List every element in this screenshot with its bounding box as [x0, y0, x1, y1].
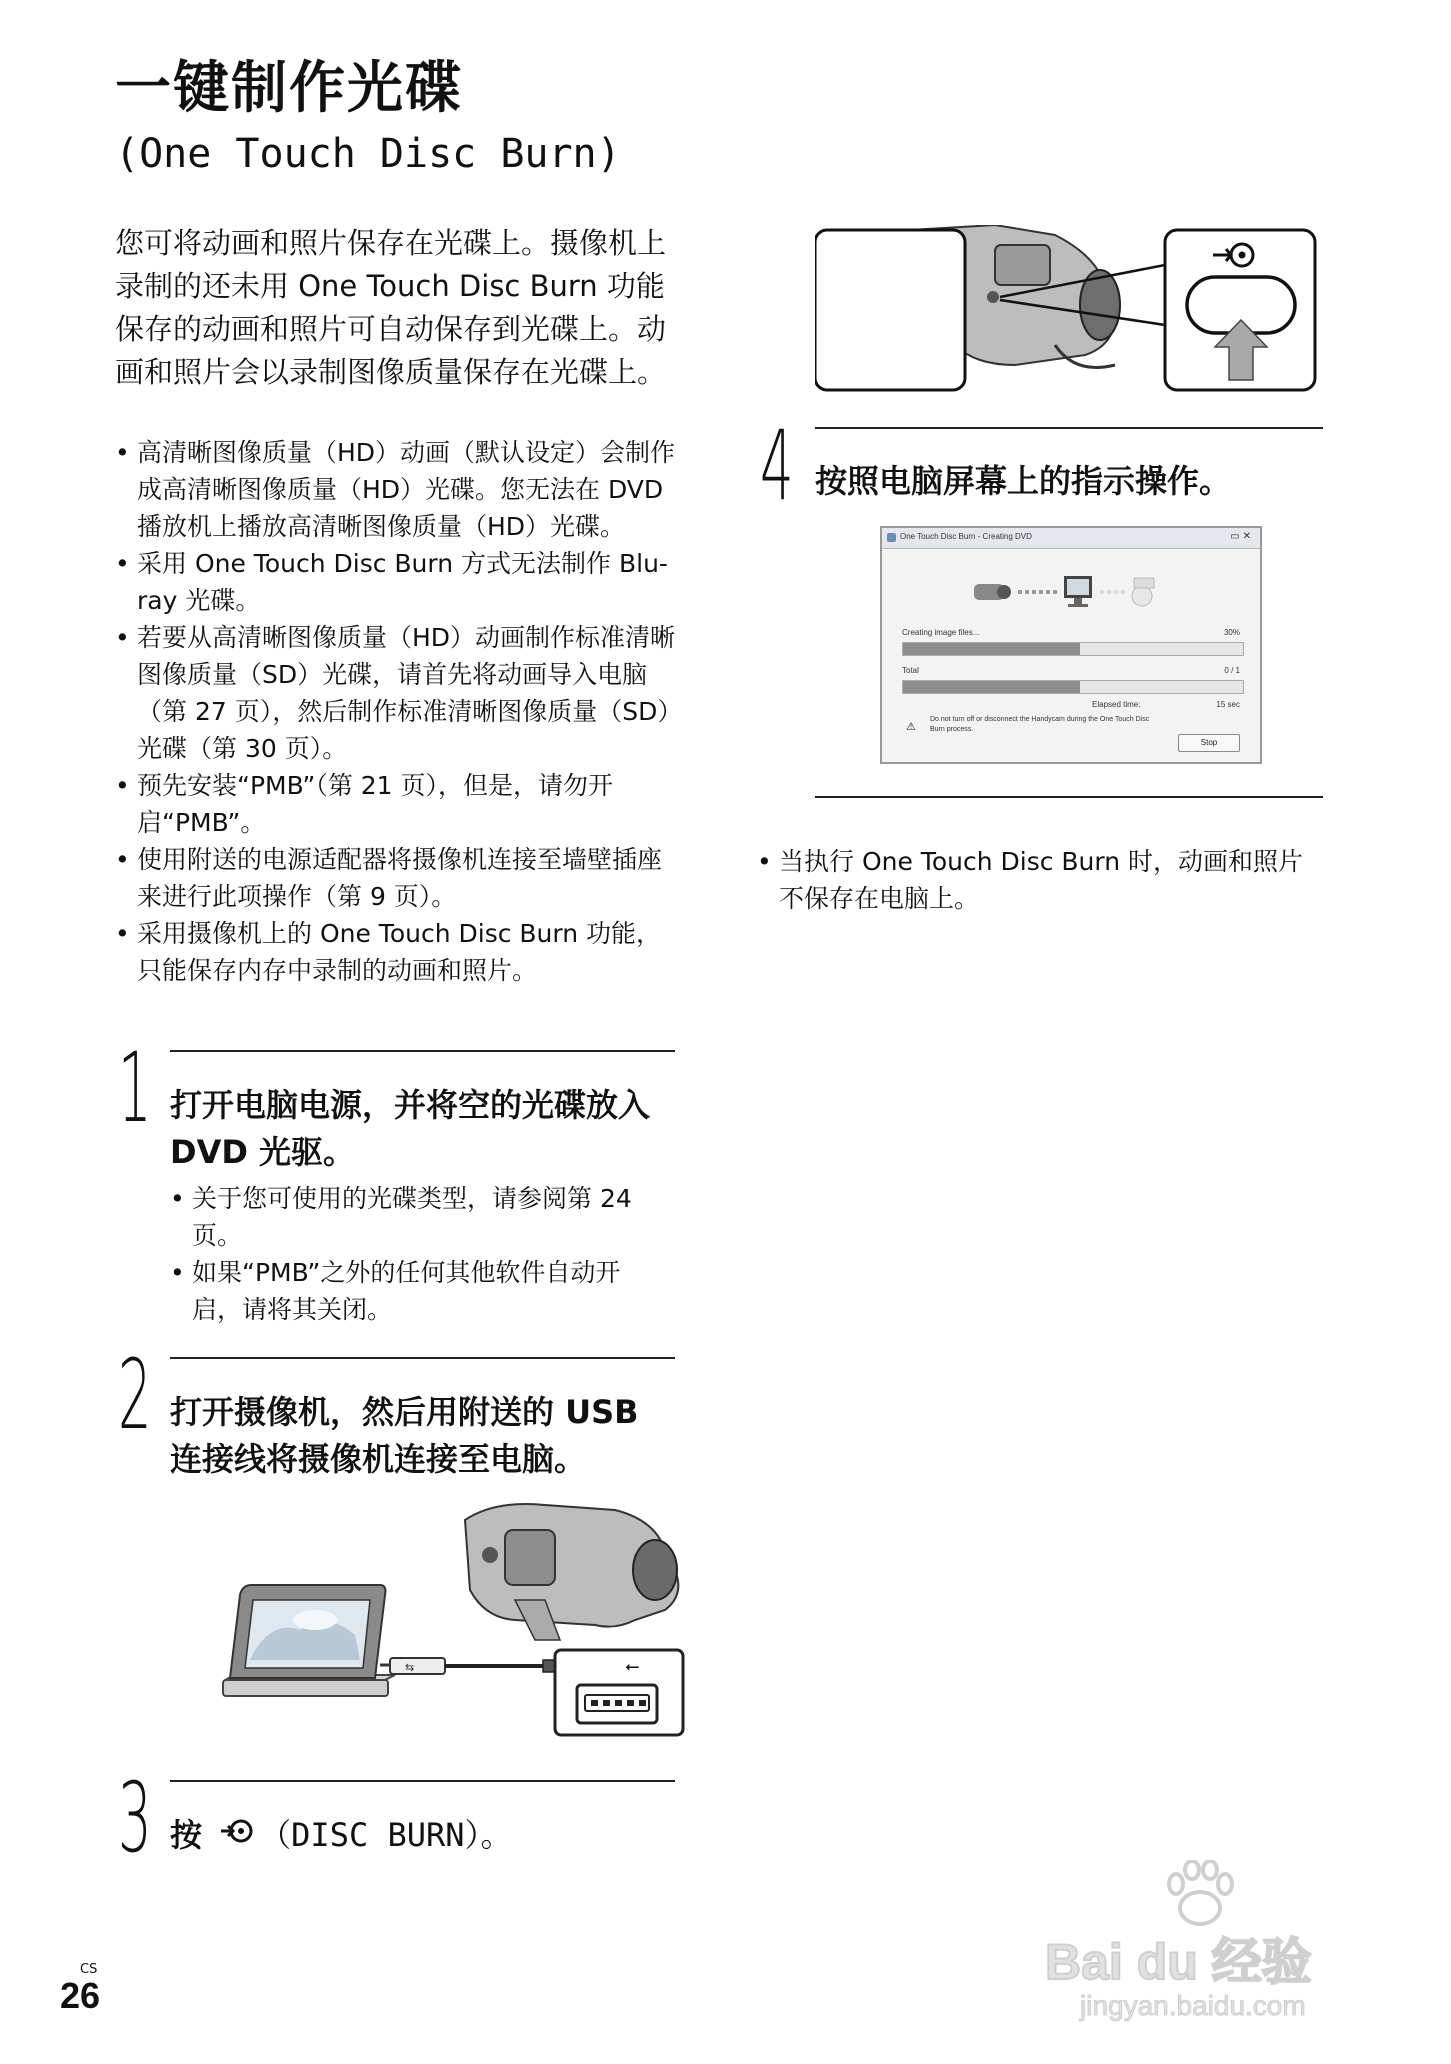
step-number-3: 3 [118, 1762, 152, 1874]
notes-list [115, 434, 685, 989]
step-divider [815, 427, 1323, 429]
progress-fill [903, 681, 1080, 693]
progress-bar-current [902, 642, 1244, 656]
paw-logo-icon [1160, 1860, 1240, 1930]
intro-paragraph: 您可将动画和照片保存在光碟上。摄像机上录制的还未用 One Touch Disc Burn 功能保存的动画和照片可自动保存到光碟上。动画和照片会以录制图像质量保存在光碟上。 [115, 226, 667, 389]
laptop-icon [223, 1585, 395, 1696]
step-4-text: 按照电脑屏幕上的指示操作。 [815, 462, 1232, 500]
note-item: • 当执行 One Touch Disc Burn 时，动画和照片不保存在电脑上。 [757, 843, 1317, 917]
step-3-prefix: 按 [170, 1816, 203, 1854]
note-item: • 使用附送的电源适配器将摄像机连接至墙壁插座来进行此项操作（第 9 页）。 [115, 841, 685, 915]
note-item: • 预先安装“PMB”（第 21 页），但是，请勿开启“PMB”。 [115, 767, 685, 841]
note-item: • 若要从高清晰图像质量（HD）动画制作标准清晰图像质量（SD）光碟，请首先将动画导入电脑（第 27 页），然后制作标准清晰图像质量（SD）光碟（第 30 页）。 [115, 619, 685, 767]
usb-symbol-icon: ⭠ [625, 1656, 640, 1677]
step-3-text [170, 1812, 680, 1859]
step-3-suffix: （DISC BURN）。 [259, 1816, 513, 1854]
page-number: 26 [60, 1975, 101, 2016]
usb-plug-icon [390, 1658, 445, 1674]
stop-button[interactable]: Stop [1178, 734, 1240, 752]
computer-icon [1064, 576, 1092, 607]
step-number-2: 2 [118, 1339, 152, 1451]
app-icon [887, 533, 896, 542]
right-notes [757, 843, 1317, 917]
elapsed-value: 15 sec [1216, 700, 1240, 709]
dialog-title: One Touch Disc Burn - Creating DVD [900, 532, 1032, 541]
camcorder-icon [974, 584, 1011, 600]
window-controls-icon[interactable]: ▭✕ [1230, 531, 1254, 542]
step-1-notes [170, 1180, 650, 1328]
progress-fill [903, 643, 1080, 655]
step-number-1: 1 [118, 1032, 152, 1144]
warning-text: Do not turn off or disconnect the Handycam during the One Touch Disc Burn process. [930, 716, 1150, 733]
total-value: 0 / 1 [1224, 666, 1240, 675]
step-number-4: 4 [760, 410, 794, 522]
svg-text:⇆: ⇆ [405, 1661, 415, 1674]
step-divider [170, 1050, 675, 1052]
language-code: CS [80, 1962, 98, 1977]
note-item: • 采用 One Touch Disc Burn 方式无法制作 Blu-ray 光碟。 [115, 545, 685, 619]
watermark-url: jingyan.baidu.com [1080, 1990, 1306, 2021]
warning-icon: ⚠ [906, 721, 916, 733]
disc-drive-icon [1132, 578, 1154, 606]
page-subtitle: (One Touch Disc Burn) [115, 131, 621, 177]
percent-text: 30% [1223, 628, 1240, 637]
camcorder-icon [465, 1504, 678, 1640]
transfer-animation [972, 572, 1172, 612]
step-1-text: 打开电脑电源，并将空的光碟放入 DVD 光驱。 [170, 1086, 651, 1171]
step-divider [815, 796, 1323, 798]
burn-progress-dialog [880, 526, 1262, 764]
note-item: • 高清晰图像质量（HD）动画（默认设定）会制作成高清晰图像质量（HD）光碟。您无法在 DVD 播放机上播放高清晰图像质量（HD）光碟。 [115, 434, 685, 545]
watermark-brand: Bai du 经验 [1045, 1934, 1312, 1990]
note-item: • 关于您可使用的光碟类型，请参阅第 24 页。 [170, 1180, 650, 1254]
total-label: Total [902, 666, 919, 675]
watermark [1040, 1860, 1400, 2040]
note-item: • 如果“PMB”之外的任何其他软件自动开启，请将其关闭。 [170, 1254, 650, 1328]
elapsed-label: Elapsed time: [1092, 700, 1141, 709]
usb-connection-illustration [215, 1500, 685, 1740]
step-divider [170, 1357, 675, 1359]
disc-burn-icon [213, 1812, 259, 1859]
note-item: • 采用摄像机上的 One Touch Disc Burn 功能，只能保存内存中录制的动画和照片。 [115, 915, 685, 989]
dialog-titlebar [882, 528, 1260, 549]
step-2-text: 打开摄像机，然后用附送的 USB 连接线将摄像机连接至电脑。 [170, 1393, 639, 1478]
page-title: 一键制作光碟 [115, 56, 463, 121]
progress-bar-total [902, 680, 1244, 694]
status-text: Creating image files... [902, 628, 980, 637]
disc-burn-illustration [815, 225, 1325, 395]
step-divider [170, 1780, 675, 1782]
